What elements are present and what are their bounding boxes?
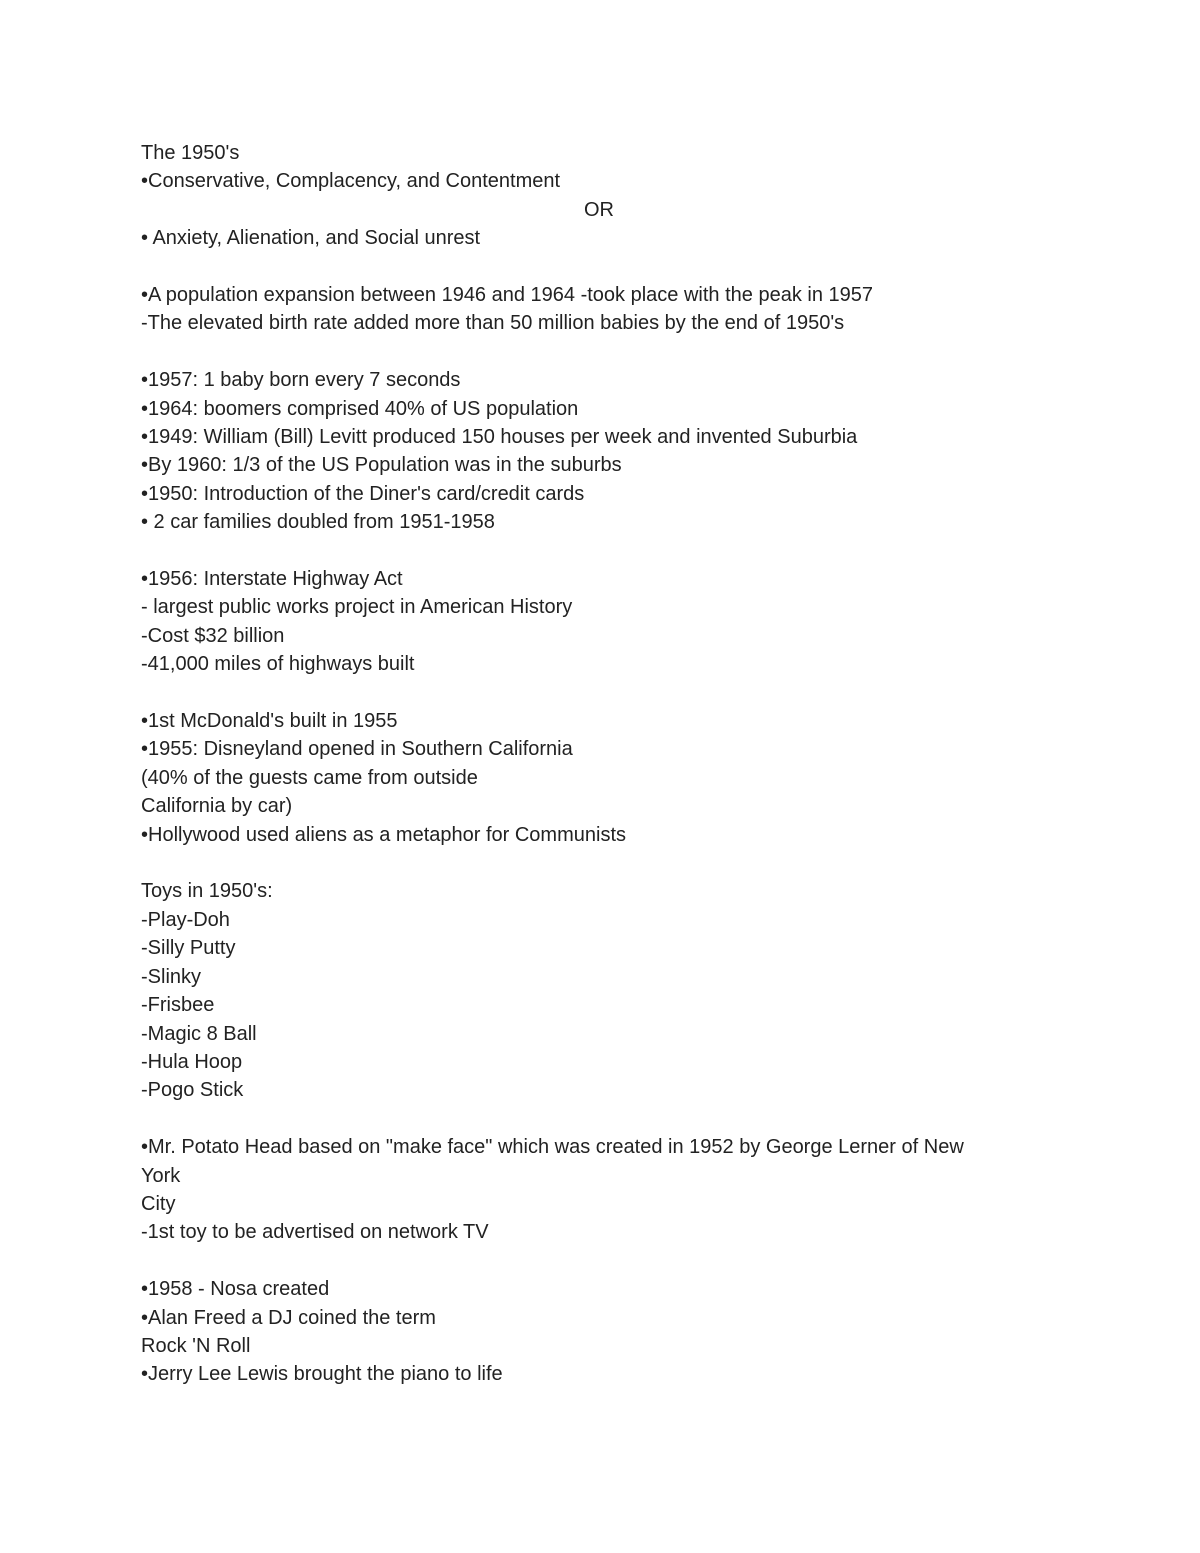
- blank-line: [141, 1247, 1081, 1275]
- blank-line: [141, 338, 1081, 366]
- text-line: • Anxiety, Alienation, and Social unrest: [141, 227, 481, 250]
- text-line: York: [141, 1164, 181, 1187]
- text-line: •1955: Disneyland opened in Southern California: [141, 738, 573, 761]
- text-line: -Cost $32 billion: [141, 624, 285, 647]
- text-line: •Alan Freed a DJ coined the term: [141, 1306, 436, 1329]
- document-title: The 1950's: [141, 142, 240, 164]
- text-line: OR: [584, 198, 614, 221]
- blank-line: [141, 537, 1081, 565]
- text-line: •Conservative, Complacency, and Contentment: [141, 170, 561, 193]
- text-line: •1957: 1 baby born every 7 seconds: [141, 369, 461, 392]
- text-line: -Play-Doh: [141, 908, 230, 931]
- blank-line: [141, 679, 1081, 707]
- text-line: -Slinky: [141, 965, 202, 988]
- text-line: -The elevated birth rate added more than 50 million babies by the end of 1950's: [141, 312, 845, 335]
- text-line: -Frisbee: [141, 994, 215, 1017]
- text-line: Rock 'N Roll: [141, 1334, 251, 1357]
- blank-line: [141, 253, 1081, 281]
- text-line: •1st McDonald's built in 1955: [141, 710, 398, 733]
- text-line: •1956: Interstate Highway Act: [141, 568, 403, 591]
- text-line: -41,000 miles of highways built: [141, 653, 415, 676]
- text-line: •By 1960: 1/3 of the US Population was in the suburbs: [141, 454, 622, 477]
- text-line: -Silly Putty: [141, 937, 236, 960]
- text-line: •1964: boomers comprised 40% of US population: [141, 397, 579, 420]
- text-line: •1958 - Nosa created: [141, 1278, 330, 1301]
- text-line: •1950: Introduction of the Diner's card/credit cards: [141, 482, 585, 505]
- text-line: •Hollywood used aliens as a metaphor for Communists: [141, 823, 626, 846]
- text-line: •1949: William (Bill) Levitt produced 150 houses per week and invented Suburbia: [141, 426, 858, 449]
- text-line: •Jerry Lee Lewis brought the piano to life: [141, 1363, 503, 1386]
- text-line: -Magic 8 Ball: [141, 1022, 257, 1045]
- text-line: •Mr. Potato Head based on "make face" which was created in 1952 by George Lerner of New: [141, 1136, 964, 1159]
- text-line: • 2 car families doubled from 1951-1958: [141, 511, 495, 534]
- text-line: - largest public works project in American History: [141, 596, 573, 619]
- text-line: Toys in 1950's:: [141, 880, 273, 903]
- document-body: [141, 139, 1081, 1389]
- text-line: City: [141, 1192, 176, 1215]
- text-line: -Hula Hoop: [141, 1050, 243, 1073]
- text-line: -Pogo Stick: [141, 1079, 244, 1102]
- text-line: -1st toy to be advertised on network TV: [141, 1221, 489, 1244]
- blank-line: [141, 849, 1081, 877]
- text-line: •A population expansion between 1946 and 1964 -took place with the peak in 1957: [141, 284, 874, 307]
- text-line: California by car): [141, 795, 293, 818]
- blank-line: [141, 1105, 1081, 1133]
- text-line: (40% of the guests came from outside: [141, 766, 478, 789]
